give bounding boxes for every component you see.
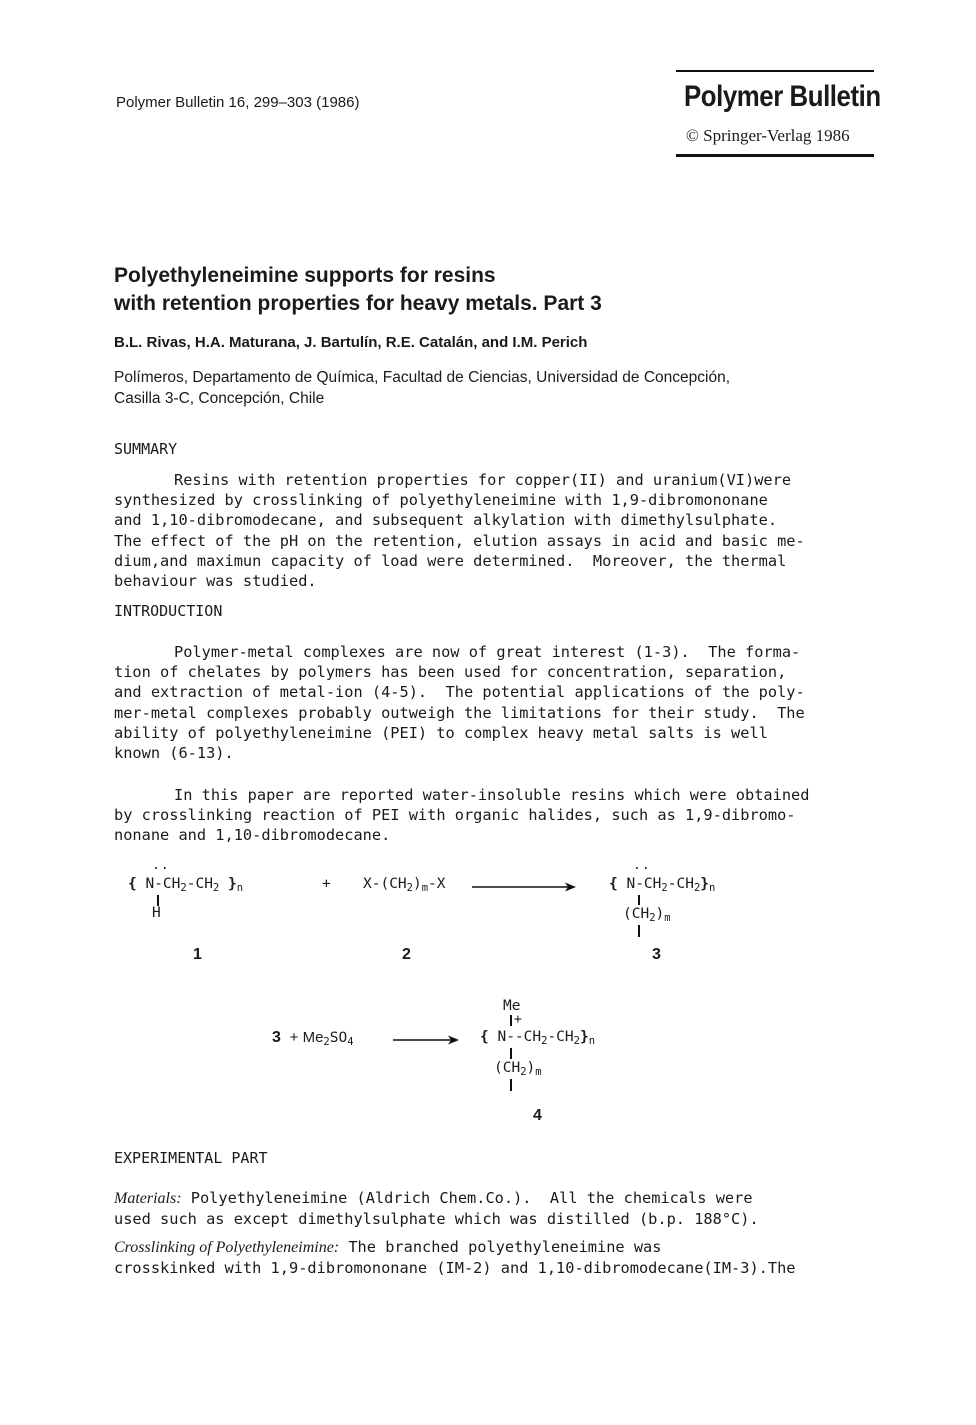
reaction-arrow-1 xyxy=(472,880,578,894)
plus-sign: + xyxy=(322,876,331,892)
title-line-2: with retention properties for heavy metals. Part 3 xyxy=(114,292,602,315)
crosslinking-runin-heading: Crosslinking of Polyethyleneimine: xyxy=(114,1239,340,1256)
repeat-bracket-close: } xyxy=(579,1029,589,1045)
title-line-1: Polyethyleneimine supports for resins xyxy=(114,264,496,287)
summary-line: Resins with retention properties for copper(II) and uranium(VI)were xyxy=(174,471,792,489)
paper-title xyxy=(114,262,874,318)
compound-4-methyl: Me xyxy=(503,998,521,1014)
intro-line: Polymer-metal complexes are now of great interest (1-3). The forma- xyxy=(174,643,801,661)
summary-paragraph xyxy=(114,470,884,591)
crosslinking-paragraph: Crosslinking of Polyethyleneimine: The branched polyethyleneimine was crosskinked with 1,9-dibromononane (IM-2) and 1,10-dibromodecane(IM-3).The xyxy=(114,1238,796,1278)
intro-line: and extraction of metal-ion (4-5). The potential applications of the poly- xyxy=(114,683,805,702)
introduction-paragraph-1 xyxy=(114,642,884,763)
intro-line: known (6-13). xyxy=(114,744,234,763)
affiliation-line-2: Casilla 3-C, Concepción, Chile xyxy=(114,390,325,407)
bond-line-4c xyxy=(510,1079,512,1091)
summary-line: behaviour was studied. xyxy=(114,572,317,591)
introduction-paragraph-2 xyxy=(114,785,884,846)
reaction-arrow-2 xyxy=(393,1033,461,1047)
materials-runin-heading: Materials: xyxy=(114,1190,182,1207)
bond-line-3b xyxy=(638,925,640,937)
repeat-bracket-open: { xyxy=(609,876,618,892)
summary-line: and 1,10-dibromodecane, and subsequent alkylation with dimethylsulphate. xyxy=(114,511,778,530)
repeat-bracket-close: } xyxy=(700,876,709,892)
lone-pair-dots: .. xyxy=(633,858,651,873)
intro-line: tion of chelates by polymers has been used for concentration, separation, xyxy=(114,663,787,682)
summary-line: synthesized by crosslinking of polyethyleneimine with 1,9-dibromononane xyxy=(114,491,768,510)
header-rule-bottom xyxy=(676,154,874,157)
bond-line-3a xyxy=(638,895,640,905)
compound-label-4: 4 xyxy=(533,1107,542,1124)
materials-paragraph: Materials: Polyethyleneimine (Aldrich Chem.Co.). All the chemicals were used such as except dimethylsulphate which was distilled (b.p. 188°C). xyxy=(114,1189,759,1229)
compound-4-branch: $(CH_2)_m$ xyxy=(494,1060,542,1078)
compound-3-branch: $(CH_2)_m$ xyxy=(623,906,671,924)
compound-2-formula: $X-(CH_2)_m-X$ xyxy=(363,876,446,894)
introduction-heading: INTRODUCTION xyxy=(114,602,223,620)
compound-3-formula: { $N-CH_2-CH_2\}_n$ xyxy=(609,876,716,894)
journal-citation: Polymer Bulletin 16, 299–303 (1986) xyxy=(116,94,360,111)
compound-1-hydrogen: H xyxy=(152,905,161,921)
compound-label-3: 3 xyxy=(652,946,661,963)
intro-line: ability of polyethyleneimine (PEI) to complex heavy metal salts is well xyxy=(114,723,768,742)
repeat-bracket-close: } xyxy=(228,876,237,892)
compound-4-formula: { $N--CH_2-CH_2\}_n$ xyxy=(480,1029,596,1047)
intro-line: nonane and 1,10-dibromodecane. xyxy=(114,826,391,845)
lone-pair-dots: .. xyxy=(152,858,170,873)
bond-line-4b xyxy=(510,1048,512,1059)
bond-line-4a xyxy=(510,1015,512,1026)
compound-label-2: 2 xyxy=(402,946,411,963)
journal-name: Polymer Bulletin xyxy=(684,80,881,113)
repeat-bracket-open: { xyxy=(128,876,137,892)
summary-heading: SUMMARY xyxy=(114,440,178,458)
compound-label-1: 1 xyxy=(193,946,202,963)
intro-line: by crosslinking reaction of PEI with organic halides, such as 1,9-dibromo- xyxy=(114,806,796,825)
reaction-2-reactants: $3 + Me_2SO_4$ xyxy=(272,1029,354,1048)
charge-plus: + xyxy=(514,1012,522,1027)
intro-line: In this paper are reported water-insoluble resins which were obtained xyxy=(174,786,810,804)
header-rule-top xyxy=(676,70,874,72)
affiliation xyxy=(114,367,874,409)
intro-line: mer-metal complexes probably outweigh the limitations for their study. The xyxy=(114,703,805,722)
compound-1-formula: { $N-CH_2-CH_2$ }$_n$ xyxy=(128,876,244,894)
author-list: B.L. Rivas, H.A. Maturana, J. Bartulín, R.E. Catalán, and I.M. Perich xyxy=(114,334,588,351)
summary-line: The effect of the pH on the retention, elution assays in acid and basic me- xyxy=(114,531,805,550)
summary-line: dium,and maximun capacity of load were determined. Moreover, the thermal xyxy=(114,551,787,570)
experimental-heading: EXPERIMENTAL PART xyxy=(114,1149,268,1167)
publisher-copyright: © Springer-Verlag 1986 xyxy=(686,126,850,145)
affiliation-line-1: Polímeros, Departamento de Química, Facultad de Ciencias, Universidad de Concepción, xyxy=(114,369,731,386)
repeat-bracket-open: { xyxy=(480,1029,489,1045)
